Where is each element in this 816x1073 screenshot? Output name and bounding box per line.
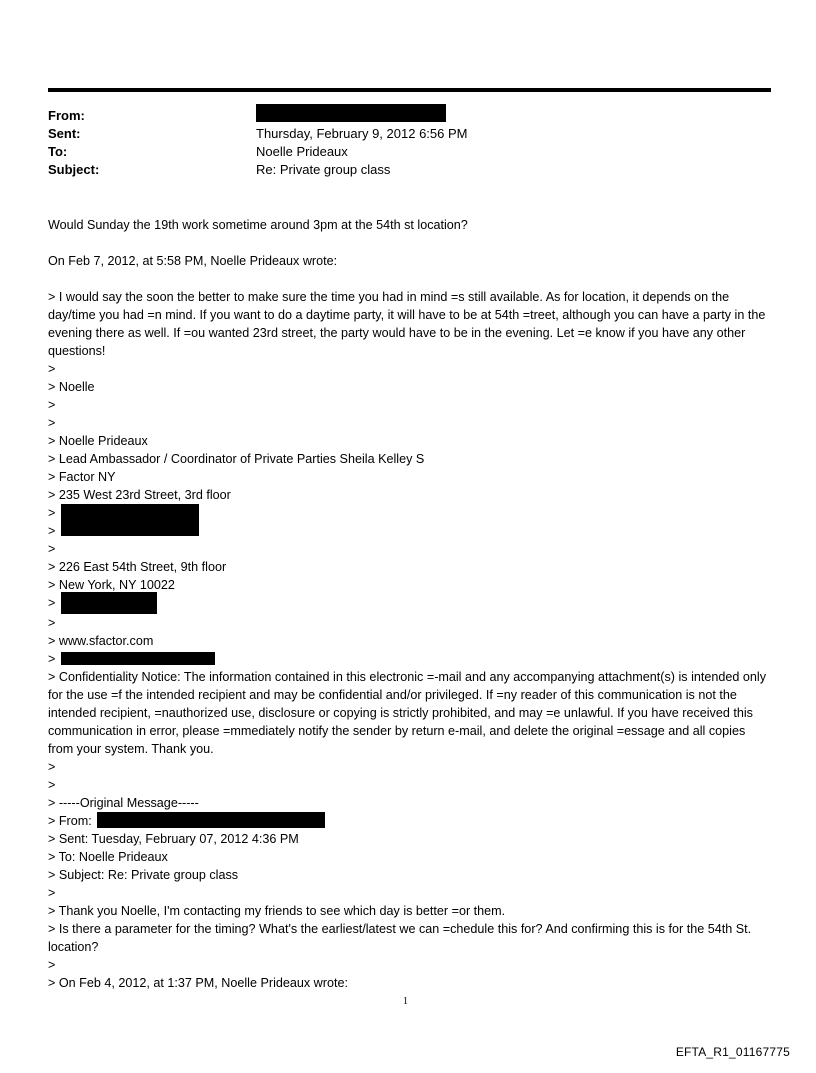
original-sent: > Sent: Tuesday, February 07, 2012 4:36 PM <box>48 832 299 846</box>
redacted-line: > <box>48 522 770 540</box>
bates-number: EFTA_R1_01167775 <box>675 1045 790 1059</box>
signature-title: > Lead Ambassador / Coordinator of Private Parties Sheila Kelley S <box>48 452 425 466</box>
header-rule <box>48 88 771 92</box>
original-question: > Is there a parameter for the timing? What's the earliest/latest we can =chedule this for? And confirming this is for the 54th St. location? <box>48 922 752 954</box>
redaction-block <box>97 812 325 828</box>
redaction-block <box>256 104 446 122</box>
sent-label: Sent: <box>48 126 81 141</box>
email-body <box>48 216 770 992</box>
quote-blank: > <box>48 416 56 430</box>
page-number: 1 <box>403 996 408 1007</box>
redacted-line: > <box>48 650 770 668</box>
original-previous-intro: > On Feb 4, 2012, at 1:37 PM, Noelle Prideaux wrote: <box>48 976 348 990</box>
subject-value: Re: Private group class <box>256 162 391 177</box>
confidentiality-notice: > Confidentiality Notice: The information contained in this electronic =-mail and any accompanying attachment(s) is intended only for the use =f the intended recipient and may be confidential and/or privileged. If =ny reader of this communication is not the intended recipient, =nauthorized use, disclosure or copying is strictly prohibited, and may =e unlawful. If you have received this communication in error, please =mmediately notify the sender by return e-mail, and delete the original =essage and all copies from your system. Thank you. <box>48 670 766 756</box>
signature-company: > Factor NY <box>48 470 116 484</box>
redaction-block <box>61 652 215 665</box>
quote-blank: > <box>48 362 56 376</box>
quote-blank: > <box>48 760 56 774</box>
redacted-line: > <box>48 504 770 522</box>
from-value-redaction <box>256 104 446 122</box>
to-label: To: <box>48 144 68 159</box>
original-subject: > Subject: Re: Private group class <box>48 868 239 882</box>
quote-blank: > <box>48 398 56 412</box>
original-message-header: > -----Original Message----- <box>48 796 199 810</box>
redaction-block <box>61 592 157 614</box>
quote-blank: > <box>48 958 56 972</box>
signature-city: > New York, NY 10022 <box>48 578 175 592</box>
original-to: > To: Noelle Prideaux <box>48 850 168 864</box>
quote-blank: > <box>48 778 56 792</box>
sent-value: Thursday, February 9, 2012 6:56 PM <box>256 126 468 141</box>
quote-name: > Noelle <box>48 380 95 394</box>
reply-text: Would Sunday the 19th work sometime around 3pm at the 54th st location? <box>48 218 468 232</box>
original-thanks: > Thank you Noelle, I'm contacting my friends to see which day is better =or them. <box>48 904 506 918</box>
redacted-line: > <box>48 594 770 614</box>
quote-blank: > <box>48 616 56 630</box>
quote-blank: > <box>48 886 56 900</box>
quote-paragraph: > I would say the soon the better to make sure the time you had in mind =s still available. As for location, it depends on the day/time you had =n mind. If you want to do a daytime party, it will have to be at 54th =treet, although you can have a party in the evening there as well. If =ou wanted 23rd street, the party would have to be in the evening. Let =e know if you have any other questions! <box>48 290 766 358</box>
to-value: Noelle Prideaux <box>256 144 348 159</box>
signature-website: > www.sfactor.com <box>48 634 154 648</box>
signature-address-2: > 226 East 54th Street, 9th floor <box>48 560 227 574</box>
redaction-block <box>61 520 199 536</box>
from-label: From: <box>48 108 85 123</box>
subject-label: Subject: <box>48 162 100 177</box>
redaction-block <box>61 504 199 520</box>
quote-intro: On Feb 7, 2012, at 5:58 PM, Noelle Prideaux wrote: <box>48 254 338 268</box>
signature-address-1: > 235 West 23rd Street, 3rd floor <box>48 488 231 502</box>
signature-name: > Noelle Prideaux <box>48 434 148 448</box>
quote-blank: > <box>48 542 56 556</box>
original-from: > From: <box>48 812 770 830</box>
